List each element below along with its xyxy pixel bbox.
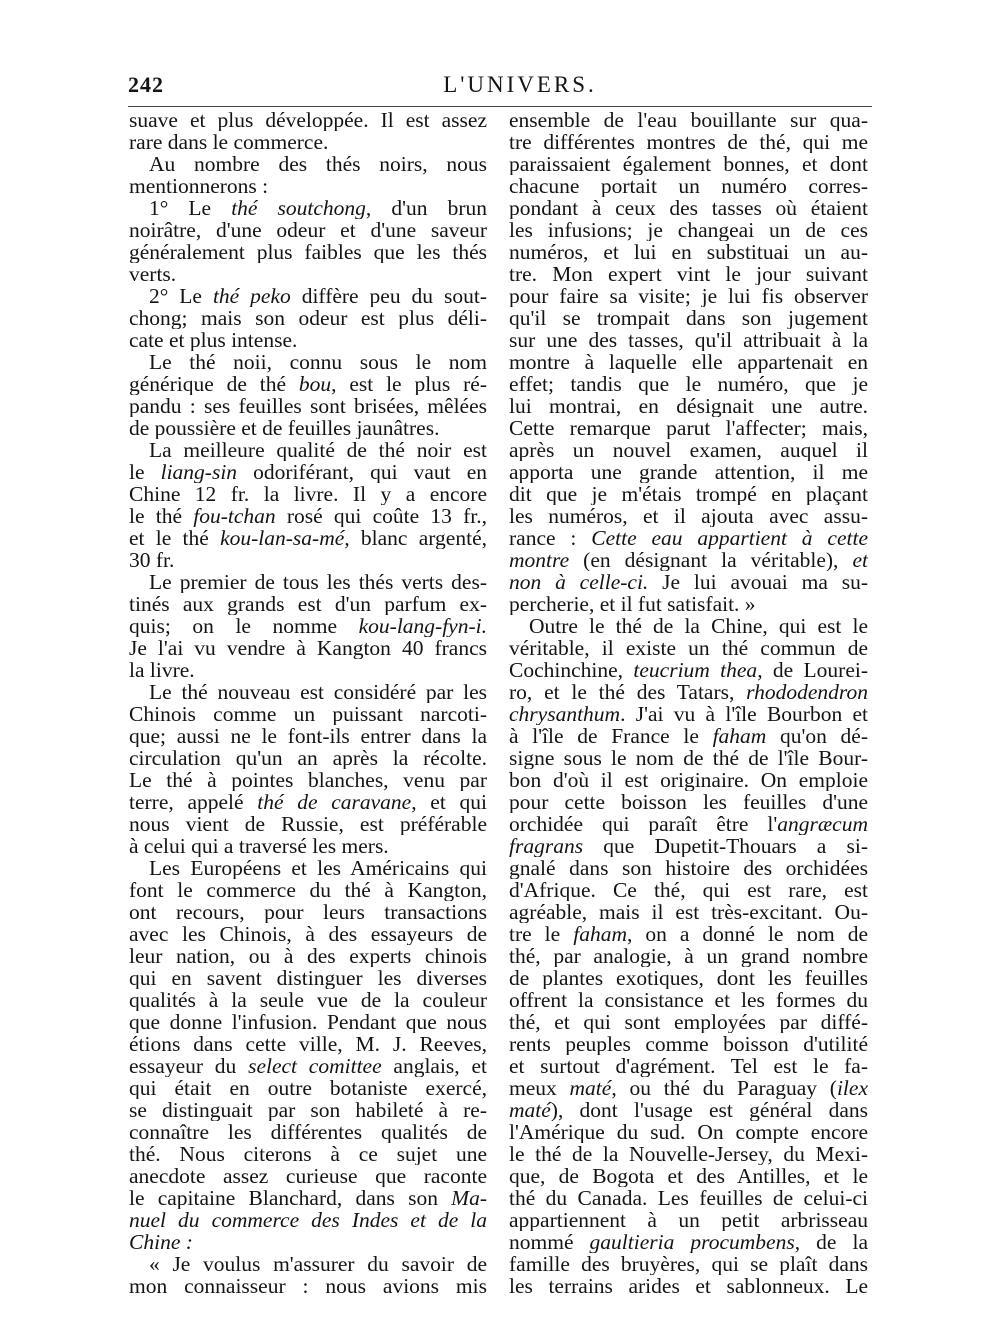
text-line: appartiennent à un petit arbrisseau: [509, 1209, 868, 1231]
text-line: Le premier de tous les thés verts des-: [149, 571, 487, 593]
text-line: avec les Chinois, à des essayeurs de: [129, 923, 487, 945]
italic-span: thé de caravane: [257, 791, 412, 813]
page-number: 242: [128, 72, 164, 97]
text-line: [129, 373, 487, 395]
text-line: [509, 659, 868, 681]
text-line: Outre le thé de la Chine, qui est le: [529, 615, 868, 637]
text-line: thé, et qui sont employées par diffé-: [509, 1011, 868, 1033]
text-line: leur nation, ou à des experts chinois: [129, 945, 487, 967]
text-span: (en désignant la véritable),: [569, 549, 853, 571]
text-span: le: [129, 461, 161, 483]
text-line: anecdote assez curieuse que raconte: [129, 1165, 487, 1187]
text-line: [129, 1187, 487, 1209]
text-line: Le thé à pointes blanches, venu par: [129, 769, 487, 791]
italic-span: montre: [509, 549, 570, 571]
text-line: tinés aux grands est d'un parfum ex-: [129, 593, 487, 615]
text-line: [129, 1209, 487, 1231]
text-span: quis; on le nomme: [129, 615, 359, 637]
text-line: rents peuples comme boisson d'utilité: [509, 1033, 868, 1055]
text-line: agréable, mais il est très-excitant. Ou-: [509, 901, 868, 923]
text-span: 2° Le: [149, 285, 213, 307]
right-column: [509, 109, 868, 1297]
italic-span: faham: [712, 725, 767, 747]
text-line: Le thé noii, connu sous le nom: [149, 351, 487, 373]
text-line: [509, 725, 868, 747]
italic-span: gaultieria procumbens: [589, 1231, 795, 1253]
italic-span: Ma-: [451, 1187, 487, 1209]
text-line: [129, 527, 487, 549]
text-line: qualités à la seule vue de la couleur: [129, 989, 487, 1011]
text-line: [509, 571, 868, 593]
text-line: Le thé nouveau est considéré par les: [149, 681, 487, 703]
text-line: rare dans le commerce.: [129, 131, 329, 153]
text-span: rosé qui coûte 13 fr.,: [275, 505, 487, 527]
text-span: Cochinchine,: [509, 659, 634, 681]
italic-span: non à celle-ci.: [509, 571, 649, 593]
text-line: qui était en outre botaniste exercé,: [129, 1077, 487, 1099]
text-span: terre, appelé: [129, 791, 258, 813]
text-line: [509, 703, 868, 725]
text-line: qu'il se trompait dans son jugement: [509, 307, 868, 329]
text-span: anglais, et: [381, 1055, 487, 1077]
italic-span: select comittee: [248, 1055, 382, 1077]
text-span: que Dupetit-Thouars a si-: [583, 835, 868, 857]
text-span: générique de thé: [129, 373, 299, 395]
text-line: connaître les différentes qualités de: [129, 1121, 487, 1143]
text-line: pour faire sa visite; je lui fis observer: [509, 285, 868, 307]
text-span: , d'un brun: [365, 197, 487, 219]
text-line: pour cette boisson les feuilles d'une: [509, 791, 868, 813]
text-line: [129, 1055, 487, 1077]
italic-span: maté: [569, 1077, 612, 1099]
italic-span: maté: [509, 1099, 551, 1121]
text-line: véritable, il existe un thé commun de: [509, 637, 868, 659]
text-line: [509, 549, 868, 571]
text-line: à celui qui a traversé les mers.: [129, 835, 389, 857]
text-line: gnalé dans son histoire des orchidées: [509, 857, 868, 879]
text-span: nommé: [509, 1231, 590, 1253]
text-span: diffère peu du sout-: [290, 285, 487, 307]
text-line: [129, 197, 487, 219]
text-line: que, de Bogota et des Antilles, et le: [509, 1165, 868, 1187]
text-line: noirâtre, d'une odeur et d'une saveur: [129, 219, 487, 241]
text-line: que; aussi ne le font-ils entrer dans la: [129, 725, 487, 747]
text-line: thé, par analogie, à un grand nombre: [509, 945, 868, 967]
text-line: dit que je m'étais trompé en plaçant: [509, 483, 868, 505]
italic-span: kou-lang-fyn-i.: [358, 615, 487, 637]
italic-span: faham: [573, 923, 627, 945]
italic-span: et: [852, 549, 868, 571]
text-span: blanc argenté,: [349, 527, 487, 549]
text-line: verts.: [129, 263, 177, 285]
text-line: pondant à ceux des tasses où étaient: [509, 197, 868, 219]
text-line: thé du Canada. Les feuilles de celui-ci: [509, 1187, 868, 1209]
text-span: , on a donné le nom de: [626, 923, 868, 945]
text-line: cate et plus intense.: [129, 329, 298, 351]
text-line: « Je voulus m'assurer du savoir de: [149, 1253, 487, 1275]
text-line: Au nombre des thés noirs, nous: [149, 153, 487, 175]
text-line: les terrains arides et sablonneux. Le: [509, 1275, 868, 1297]
text-line: étions dans cette ville, M. J. Reeves,: [129, 1033, 487, 1055]
text-line: [129, 1231, 487, 1253]
text-line: se distinguait par son habileté à re-: [129, 1099, 487, 1121]
italic-span: ilex: [836, 1077, 868, 1099]
text-span: le thé: [129, 505, 194, 527]
text-line: tre différentes montres de thé, qui me: [509, 131, 868, 153]
text-line: montre à laquelle elle appartenait en: [509, 351, 868, 373]
italic-span: teucrium thea: [633, 659, 758, 681]
text-line: suave et plus développée. Il est assez: [129, 109, 487, 131]
text-line: bon d'où il est originaire. On emploie: [509, 769, 868, 791]
text-line: effet; tandis que le numéro, que je: [509, 373, 868, 395]
text-line: [129, 461, 487, 483]
text-line: ensemble de l'eau bouillante sur qua-: [509, 109, 868, 131]
text-span: rance :: [509, 527, 592, 549]
text-line: le thé de la Nouvelle-Jersey, du Mexi-: [509, 1143, 868, 1165]
text-span: , est le plus ré-: [331, 373, 487, 395]
page-header: [128, 66, 872, 107]
text-line: sur une des tasses, qu'il attribuait à la: [509, 329, 868, 351]
text-span: qu'on dé-: [766, 725, 868, 747]
text-line: font le commerce du thé à Kangton,: [129, 879, 487, 901]
text-line: [509, 1099, 868, 1121]
text-span: essayeur du: [129, 1055, 249, 1077]
text-line: tre. Mon expert vint le jour suivant: [509, 263, 868, 285]
text-line: thé. Nous citerons à ce sujet une: [129, 1143, 487, 1165]
text-span: Je lui avouai ma su-: [648, 571, 868, 593]
text-line: l'Amérique du sud. On compte encore: [509, 1121, 868, 1143]
text-line: paraissaient également bonnes, et dont: [509, 153, 868, 175]
text-line: et surtout d'agrément. Tel est le fa-: [509, 1055, 868, 1077]
text-line: numéros, et lui en substituai un au-: [509, 241, 868, 263]
text-line: Chine 12 fr. la livre. Il y a encore: [129, 483, 487, 505]
text-line: signe sous le nom de thé de l'île Bour-: [509, 747, 868, 769]
text-span: , et qui: [411, 791, 487, 813]
text-line: après un nouvel examen, auquel il: [509, 439, 868, 461]
text-line: les infusions; je changeai un de ces: [509, 219, 868, 241]
text-span: ro, et le thé des Tatars,: [509, 681, 747, 703]
text-span: le capitaine Blanchard, dans son: [129, 1187, 452, 1209]
text-line: [509, 681, 868, 703]
italic-span: kou-lan-sa-mé,: [220, 527, 350, 549]
text-line: pandu : ses feuilles sont brisées, mêlées: [129, 395, 487, 417]
text-line: percherie, et il fut satisfait. »: [509, 593, 756, 615]
text-line: [509, 923, 868, 945]
text-line: les numéros, et il ajouta avec assu-: [509, 505, 868, 527]
italic-span: bou: [298, 373, 332, 395]
text-span: . J'ai vu à l'île Bourbon et: [620, 703, 868, 725]
text-span: 1° Le: [149, 197, 232, 219]
text-span: ), dont l'usage est général dans: [550, 1099, 868, 1121]
text-line: Les Européens et les Américains qui: [149, 857, 487, 879]
italic-span: rhododendron: [746, 681, 868, 703]
text-line: [509, 1231, 868, 1253]
italic-span: fou-tchan: [193, 505, 276, 527]
text-line: la livre.: [129, 659, 195, 681]
italic-span: liang-sin: [160, 461, 238, 483]
text-line: ont recours, pour leurs transactions: [129, 901, 487, 923]
text-line: que donne l'infusion. Pendant que nous: [129, 1011, 487, 1033]
text-line: apporta une grande attention, il me: [509, 461, 868, 483]
text-line: de poussière et de feuilles jaunâtres.: [129, 417, 440, 439]
text-span: et le thé: [129, 527, 221, 549]
text-line: chong; mais son odeur est plus déli-: [129, 307, 487, 329]
text-line: famille des bruyères, qui se plaît dans: [509, 1253, 868, 1275]
left-column: [129, 109, 487, 1297]
text-span: , ou thé du Paraguay (: [611, 1077, 837, 1099]
text-span: odoriférant, qui vaut en: [237, 461, 487, 483]
text-line: [129, 615, 487, 637]
italic-span: angræcum: [777, 813, 868, 835]
text-line: [509, 835, 868, 857]
italic-span: fragrans: [509, 835, 584, 857]
italic-span: thé soutchong: [231, 197, 366, 219]
text-line: généralement plus faibles que les thés: [129, 241, 487, 263]
text-line: Chinois comme un puissant narcoti-: [129, 703, 487, 725]
text-line: Cette remarque parut l'affecter; mais,: [509, 417, 868, 439]
text-line: offrent la consistance et les formes du: [509, 989, 868, 1011]
text-line: [509, 527, 868, 549]
text-span: tre le: [509, 923, 574, 945]
text-line: mon connaisseur : nous avions mis: [129, 1275, 487, 1297]
text-span: , de Lourei-: [757, 659, 868, 681]
text-line: d'Afrique. Ce thé, qui est rare, est: [509, 879, 868, 901]
italic-span: nuel du commerce des Indes et de la: [129, 1209, 487, 1231]
text-span: meux: [509, 1077, 570, 1099]
text-line: chacune portait un numéro corres-: [509, 175, 868, 197]
text-span: , de la: [794, 1231, 868, 1253]
italic-span: Cette eau appartient à cette: [591, 527, 868, 549]
text-line: mentionnerons :: [129, 175, 269, 197]
text-line: Je l'ai vu vendre à Kangton 40 francs: [129, 637, 487, 659]
italic-span: Chine :: [129, 1231, 193, 1253]
text-line: nous vient de Russie, est préférable: [129, 813, 487, 835]
running-title: L'UNIVERS.: [443, 72, 597, 97]
text-line: [129, 791, 487, 813]
text-span: orchidée qui paraît être l': [509, 813, 778, 835]
text-line: [509, 813, 868, 835]
italic-span: chrysanthum: [509, 703, 621, 725]
text-span: à l'île de France le: [509, 725, 713, 747]
text-line: de plantes exotiques, dont les feuilles: [509, 967, 868, 989]
text-line: [129, 505, 487, 527]
text-line: circulation qu'un an après la récolte.: [129, 747, 487, 769]
text-line: qui en savent distinguer les diverses: [129, 967, 487, 989]
text-line: [129, 285, 487, 307]
text-line: [509, 1077, 868, 1099]
text-line: La meilleure qualité de thé noir est: [149, 439, 487, 461]
text-line: lui montrai, en désignait une autre.: [509, 395, 868, 417]
text-line: 30 fr.: [129, 549, 175, 571]
italic-span: thé peko: [212, 285, 291, 307]
